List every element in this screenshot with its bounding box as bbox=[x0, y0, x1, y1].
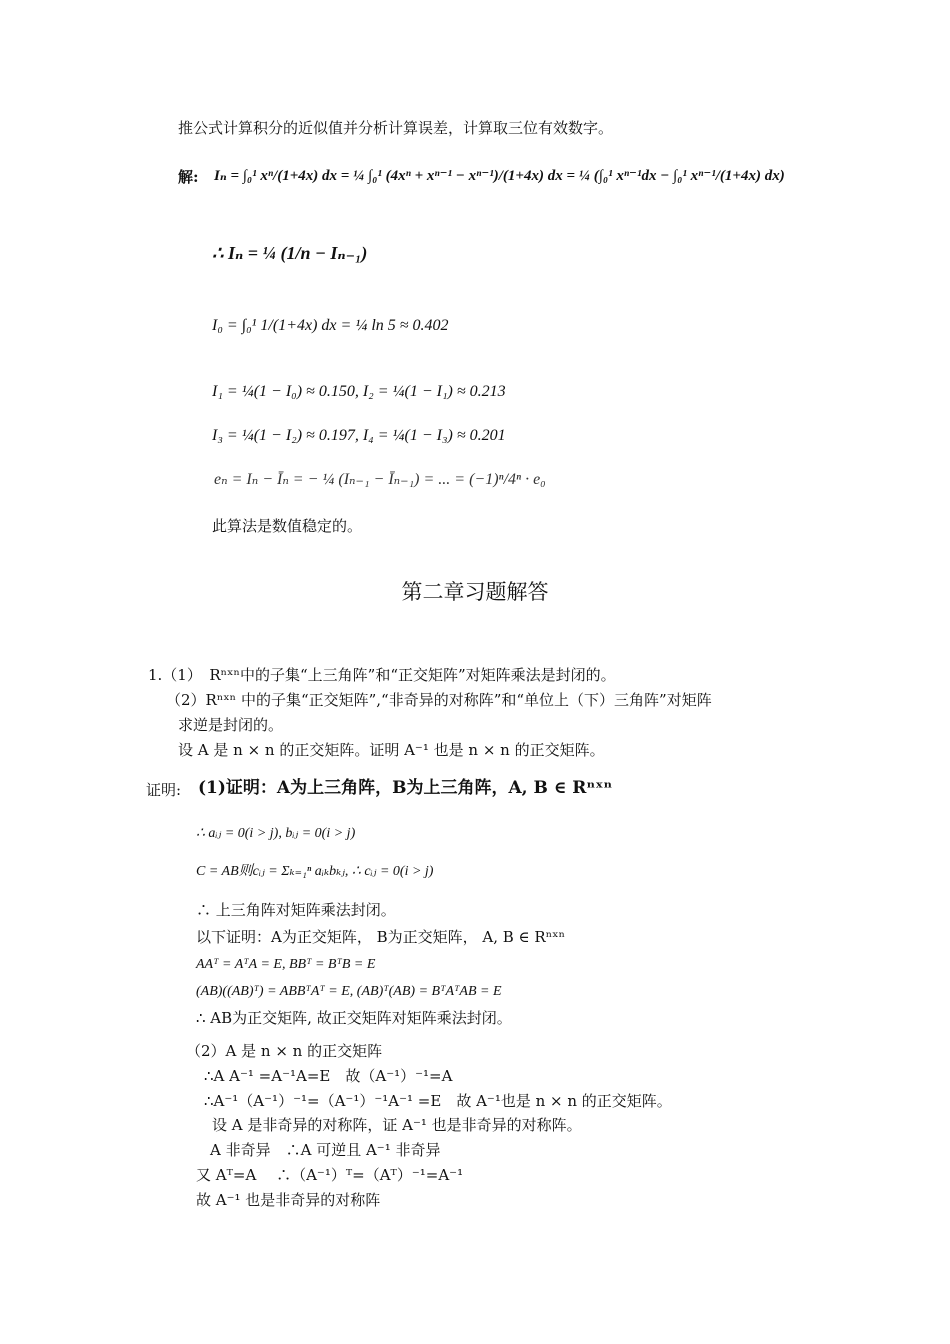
proof-line-9: ∴A A⁻¹ =A⁻¹A=E 故（A⁻¹）⁻¹=A bbox=[204, 1067, 453, 1085]
stability-conclusion: 此算法是数值稳定的。 bbox=[212, 517, 363, 535]
problem-part-2-line-2: 求逆是封闭的。 bbox=[178, 716, 284, 734]
proof-line-6: (AB)((AB)ᵀ) = ABBᵀAᵀ = E, (AB)ᵀ(AB) = BᵀAᵀAB = E bbox=[196, 984, 502, 999]
chapter-title: 第二章习题解答 bbox=[401, 580, 549, 604]
proof-line-2: C = AB则cᵢⱼ = Σₖ₌₁ⁿ aᵢₖbₖⱼ, ∴ cᵢⱼ = 0(i > j) bbox=[196, 864, 434, 879]
solution-label: 解: bbox=[178, 168, 199, 186]
intro-text: 推公式计算积分的近似值并分析计算误差，计算取三位有效数字。 bbox=[178, 119, 614, 137]
proof-line-1: ∴ aᵢⱼ = 0(i > j), bᵢⱼ = 0(i > j) bbox=[196, 826, 356, 841]
proof-line-7: ∴ AB为正交矩阵, 故正交矩阵对矩阵乘法封闭。 bbox=[196, 1009, 512, 1027]
equation-recurrence-derivation: Iₙ = ∫₀¹ xⁿ/(1+4x) dx = ¼ ∫₀¹ (4xⁿ + xⁿ⁻¹ − xⁿ⁻¹)/(1+4x) dx = ¼ (∫₀¹ xⁿ⁻¹dx − ∫₀¹ xⁿ⁻¹/(1+4x) dx) bbox=[214, 168, 785, 184]
equation-i0: I₀ = ∫₀¹ 1/(1+4x) dx = ¼ ln 5 ≈ 0.402 bbox=[212, 317, 449, 334]
proof-line-14: 故 A⁻¹ 也是非奇异的对称阵 bbox=[196, 1191, 381, 1209]
proof-heading: (1)证明：A为上三角阵，B为上三角阵，A, B ∈ Rⁿˣⁿ bbox=[198, 778, 613, 798]
equation-i3-i4: I₃ = ¼(1 − I₂) ≈ 0.197, I₄ = ¼(1 − I₃) ≈ 0.201 bbox=[212, 427, 506, 444]
equation-recurrence: ∴ Iₙ = ¼ (1/n − Iₙ₋₁) bbox=[212, 243, 368, 263]
proof-line-3: ∴ 上三角阵对矩阵乘法封闭。 bbox=[196, 901, 396, 919]
equation-error: eₙ = Iₙ − Īₙ = − ¼ (Iₙ₋₁ − Īₙ₋₁) = ... = (−1)ⁿ/4ⁿ · e₀ bbox=[214, 471, 546, 488]
proof-line-10: ∴A⁻¹（A⁻¹）⁻¹=（A⁻¹）⁻¹A⁻¹ =E 故 A⁻¹也是 n × n 的正交矩阵。 bbox=[204, 1092, 672, 1110]
proof-line-11: 设 A 是非奇异的对称阵，证 A⁻¹ 也是非奇异的对称阵。 bbox=[212, 1116, 582, 1134]
proof-label: 证明: bbox=[146, 781, 182, 799]
proof-line-13: 又 Aᵀ=A ∴（A⁻¹）ᵀ=（Aᵀ）⁻¹=A⁻¹ bbox=[196, 1166, 464, 1184]
problem-part-2-line-1: （2）Rⁿˣⁿ 中的子集“正交矩阵”,“非奇异的对称阵”和“单位上（下）三角阵”对矩阵 bbox=[166, 691, 712, 709]
proof-line-5: AAᵀ = AᵀA = E, BBᵀ = BᵀB = E bbox=[196, 957, 376, 972]
problem-part-1: 1.（1） Rⁿˣⁿ中的子集“上三角阵”和“正交矩阵”对矩阵乘法是封闭的。 bbox=[148, 666, 616, 684]
equation-i1-i2: I₁ = ¼(1 − I₀) ≈ 0.150, I₂ = ¼(1 − I₁) ≈ 0.213 bbox=[212, 383, 506, 400]
problem-part-3: 设 A 是 n × n 的正交矩阵。证明 A⁻¹ 也是 n × n 的正交矩阵。 bbox=[178, 741, 605, 759]
proof-line-8: （2）A 是 n × n 的正交矩阵 bbox=[186, 1042, 383, 1060]
proof-line-4: 以下证明：A为正交矩阵， B为正交矩阵， A, B ∈ Rⁿˣⁿ bbox=[196, 928, 566, 946]
proof-line-12: A 非奇异 ∴A 可逆且 A⁻¹ 非奇异 bbox=[210, 1141, 441, 1159]
